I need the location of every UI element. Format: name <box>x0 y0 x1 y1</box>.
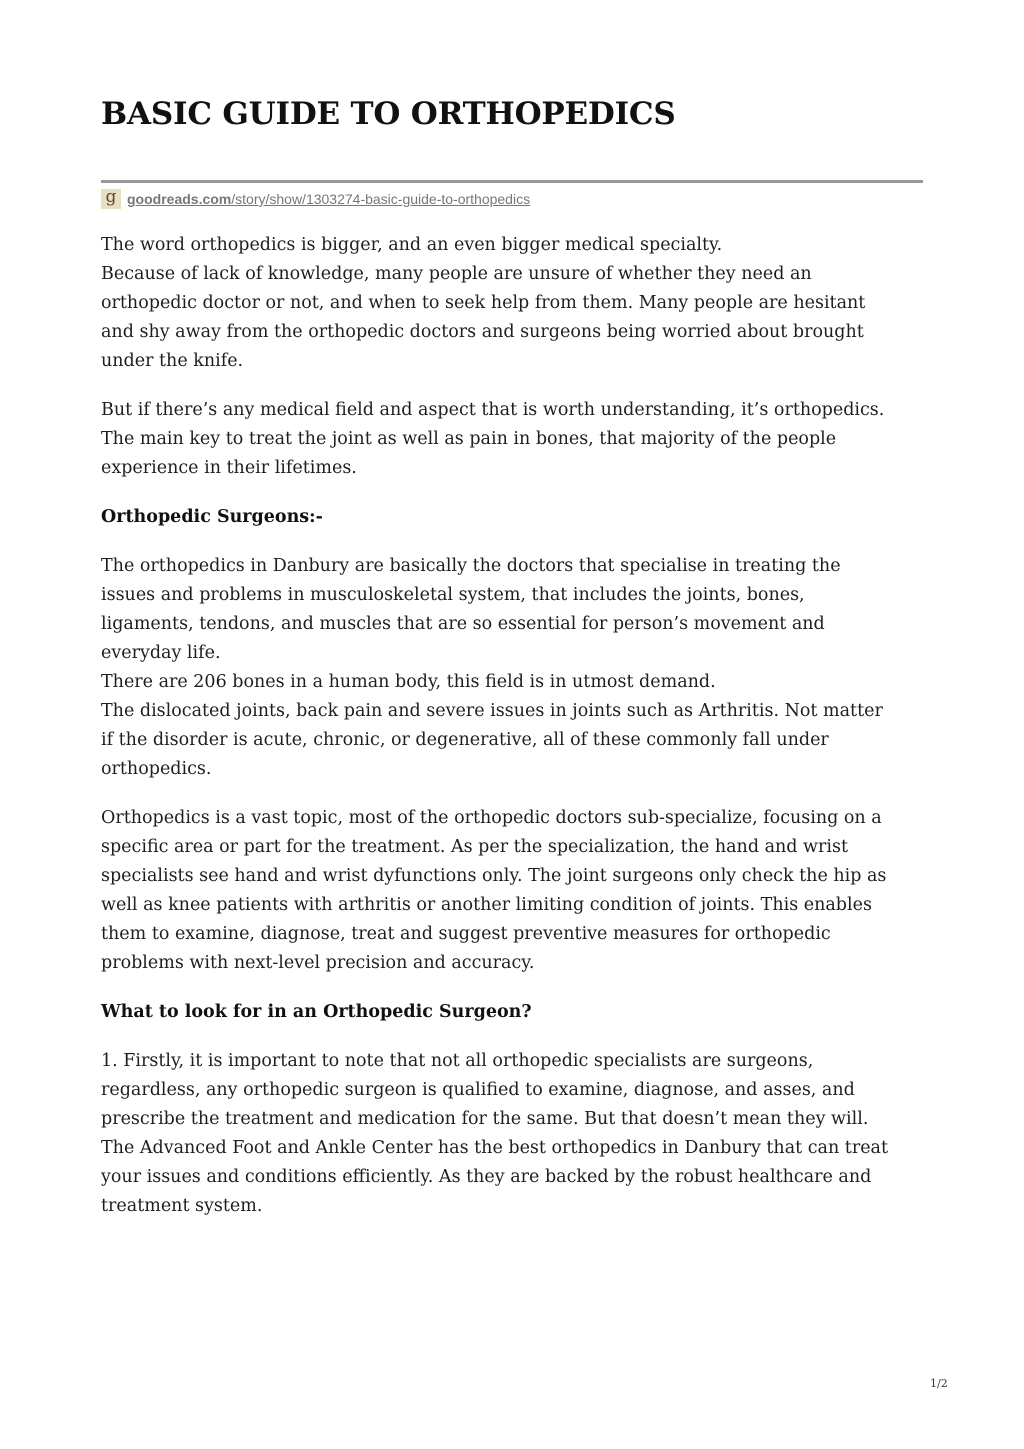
paragraph-line: specialists see hand and wrist dyfunctions only. The joint surgeons only check the hip as <box>101 866 887 886</box>
paragraph-line: Because of lack of knowledge, many people are unsure of whether they need an <box>101 264 812 284</box>
source-line <box>101 189 530 209</box>
paragraph-line: your issues and conditions efficiently. As they are backed by the robust healthcare and <box>101 1167 872 1187</box>
article-body <box>101 231 923 1241</box>
paragraph-line: well as knee patients with arthritis or another limiting condition of joints. This enables <box>101 895 872 915</box>
paragraph-line: specific area or part for the treatment. As per the specialization, the hand and wrist <box>101 837 849 857</box>
paragraph-line: ligaments, tendons, and muscles that are so essential for person’s movement and <box>101 614 825 634</box>
page-number: 1/2 <box>930 1377 948 1390</box>
paragraph-line: 1. Firstly, it is important to note that not all orthopedic specialists are surgeons, <box>101 1051 814 1071</box>
paragraph <box>101 552 923 784</box>
source-path: /story/show/1303274-basic-guide-to-orthopedics <box>231 191 531 207</box>
paragraph-line: There are 206 bones in a human body, this field is in utmost demand. <box>101 672 716 692</box>
paragraph-line: But if there’s any medical field and aspect that is worth understanding, it’s orthopedics. <box>101 400 885 420</box>
paragraph-line: issues and problems in musculoskeletal system, that includes the joints, bones, <box>101 585 805 605</box>
goodreads-favicon-icon: g <box>101 189 121 209</box>
paragraph-line: everyday life. <box>101 643 221 663</box>
source-link[interactable] <box>127 191 530 207</box>
paragraph-line: Orthopedics is a vast topic, most of the orthopedic doctors sub-specialize, focusing on a <box>101 808 882 828</box>
paragraph-line: if the disorder is acute, chronic, or degenerative, all of these commonly fall under <box>101 730 829 750</box>
paragraph-line: The orthopedics in Danbury are basically the doctors that specialise in treating the <box>101 556 841 576</box>
paragraph <box>101 231 923 376</box>
paragraph-line: The dislocated joints, back pain and severe issues in joints such as Arthritis. Not matter <box>101 701 883 721</box>
paragraph-line: experience in their lifetimes. <box>101 458 357 478</box>
paragraph-line: The word orthopedics is bigger, and an even bigger medical specialty. <box>101 235 723 255</box>
paragraph-line: orthopedic doctor or not, and when to seek help from them. Many people are hesitant <box>101 293 866 313</box>
paragraph-line: and shy away from the orthopedic doctors and surgeons being worried about brought <box>101 322 864 342</box>
paragraph <box>101 804 923 978</box>
section-heading: Orthopedic Surgeons:- <box>101 507 323 527</box>
paragraph <box>101 396 923 483</box>
paragraph-line: The main key to treat the joint as well as pain in bones, that majority of the people <box>101 429 837 449</box>
paragraph <box>101 1047 923 1221</box>
paragraph-line: prescribe the treatment and medication for the same. But that doesn’t mean they will. <box>101 1109 869 1129</box>
paragraph-line: The Advanced Foot and Ankle Center has the best orthopedics in Danbury that can treat <box>101 1138 889 1158</box>
paragraph-line: regardless, any orthopedic surgeon is qualified to examine, diagnose, and asses, and <box>101 1080 855 1100</box>
page-title: BASIC GUIDE TO ORTHOPEDICS <box>101 96 676 132</box>
paragraph-line: problems with next-level precision and accuracy. <box>101 953 535 973</box>
paragraph-line: under the knife. <box>101 351 244 371</box>
paragraph-line: treatment system. <box>101 1196 263 1216</box>
title-divider <box>101 180 923 183</box>
section-heading: What to look for in an Orthopedic Surgeon? <box>101 1002 532 1022</box>
source-domain: goodreads.com <box>127 191 232 207</box>
paragraph-line: them to examine, diagnose, treat and suggest preventive measures for orthopedic <box>101 924 831 944</box>
paragraph-line: orthopedics. <box>101 759 212 779</box>
